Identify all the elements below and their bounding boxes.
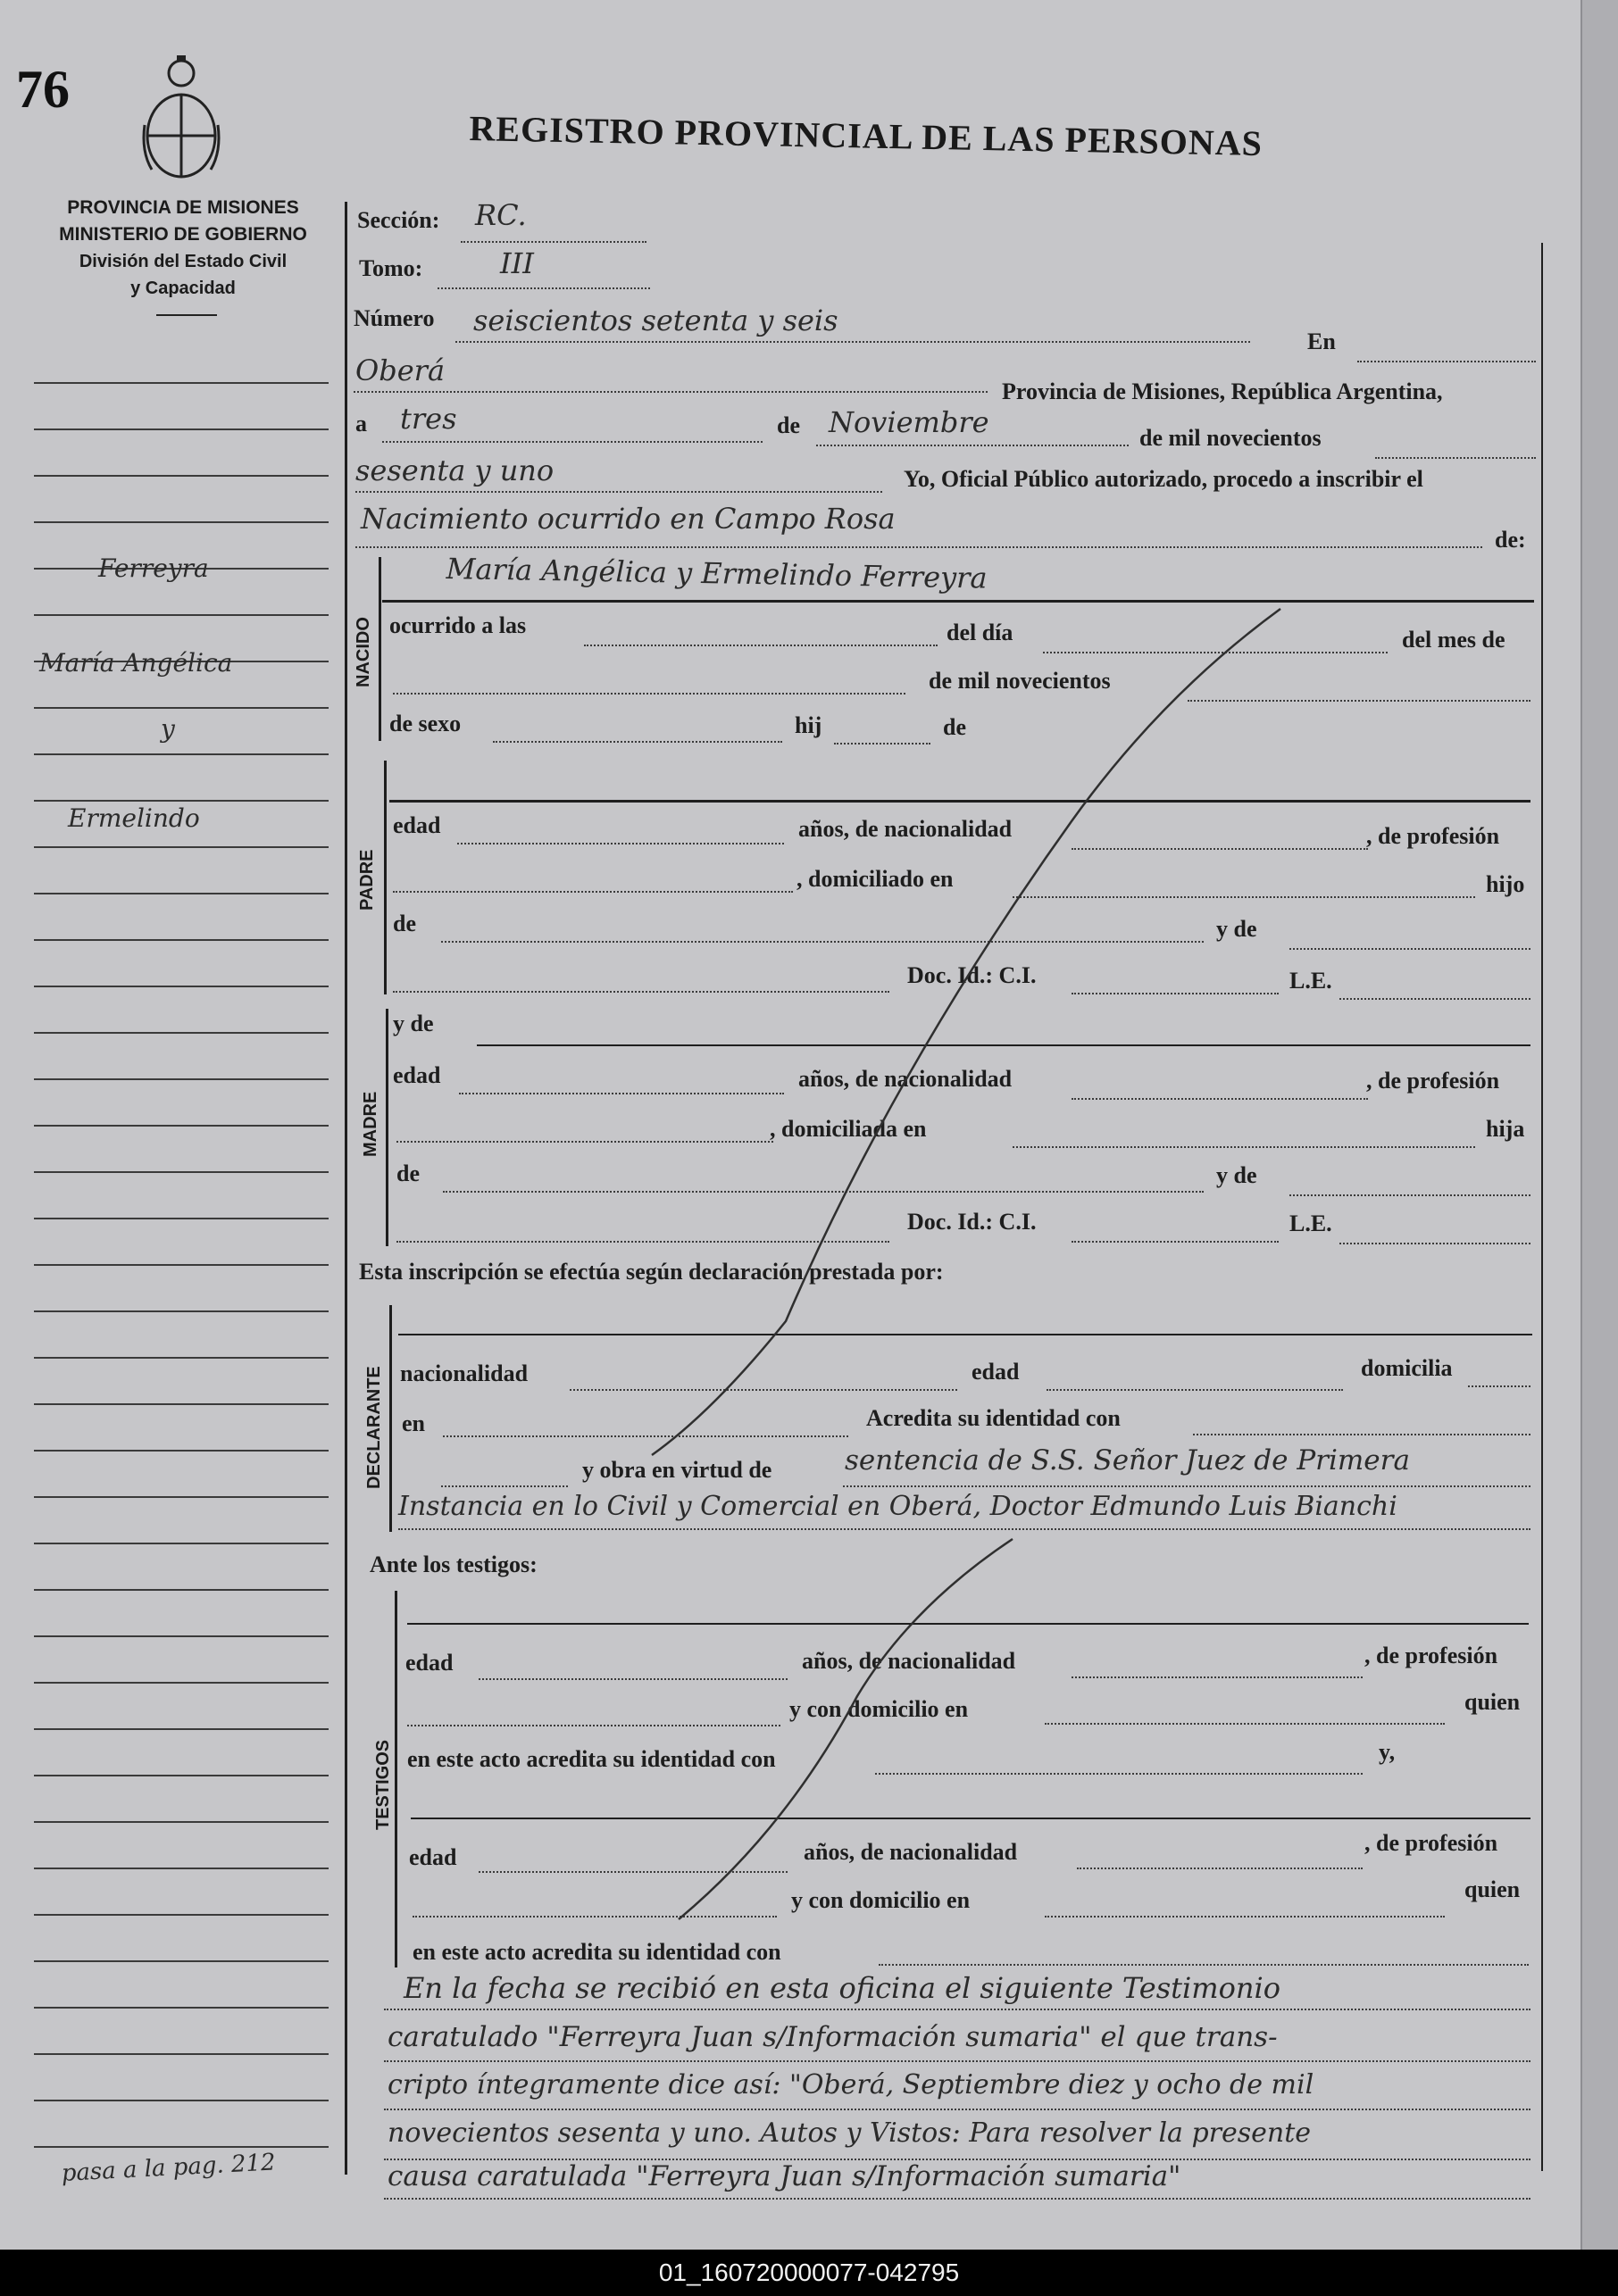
declarante-section-label: DECLARANTE	[364, 1366, 384, 1489]
nacido-hij-label: hij	[795, 712, 822, 738]
institution-capacity: y Capacidad	[130, 279, 236, 298]
institution-division: División del Estado Civil	[79, 252, 288, 271]
numero-value: seiscientos setenta y seis	[473, 304, 838, 337]
provincia-label: Provincia de Misiones, República Argentina,	[1002, 379, 1443, 404]
padre-anos-label: años, de nacionalidad	[798, 816, 1013, 842]
declarante-en-label: en	[402, 1410, 425, 1436]
institution-ministry: MINISTERIO DE GOBIERNO	[59, 224, 307, 245]
testigo1-edad-label: edad	[405, 1650, 454, 1676]
scan-id-footer: 01_160720000077-042795	[0, 2250, 1618, 2296]
margin-note-second-name: Ermelindo	[68, 803, 200, 833]
bottom-text-line-3: cripto íntegramente dice así: "Oberá, Septiembre diez y ocho de mil	[388, 2069, 1314, 2101]
diagonal-cancel-stroke-lower	[679, 1539, 1016, 1919]
padre-section-label: PADRE	[357, 849, 377, 911]
testigo1-domicilio-label: y con domicilio en	[789, 1696, 969, 1722]
testigo2-domicilio-label: y con domicilio en	[791, 1887, 971, 1913]
testigos-label: Ante los testigos:	[370, 1551, 538, 1577]
mes-value: Noviembre	[829, 405, 989, 439]
madre-de-label: de	[396, 1160, 420, 1186]
madre-anos-label: años, de nacionalidad	[798, 1066, 1013, 1092]
margin-note-surname: Ferreyra	[98, 553, 209, 583]
testigo2-acto-label: en este acto acredita su identidad con	[413, 1939, 781, 1965]
testigo2-anos-label: años, de nacionalidad	[804, 1839, 1018, 1865]
nacido-dia-label: del día	[947, 620, 1013, 645]
madre-section-label: MADRE	[361, 1091, 380, 1157]
testigo1-acto-label: en este acto acredita su identidad con	[407, 1746, 776, 1772]
mil-label: de mil novecientos	[1139, 425, 1322, 451]
padre-domiciliado-label: , domiciliado en	[796, 866, 954, 892]
bottom-text-line-2: caratulado "Ferreyra Juan s/Información sumaria" el que trans-	[388, 2021, 1278, 2053]
declarante-nacionalidad-label: nacionalidad	[400, 1360, 529, 1386]
page-binding-edge	[1580, 0, 1618, 2250]
declarante-acredita-label: Acredita su identidad con	[866, 1405, 1121, 1431]
bottom-text-line-5: causa caratulada "Ferreyra Juan s/Información sumaria"	[388, 2160, 1181, 2192]
nacido-mil-label: de mil novecientos	[929, 668, 1111, 694]
page-number: 76	[16, 60, 70, 119]
declarante-obra-label: y obra en virtud de	[582, 1457, 772, 1483]
bottom-text-line-1: En la fecha se recibió en esta oficina el siguiente Testimonio	[404, 1971, 1280, 2005]
madre-domiciliada-label: , domiciliada en	[770, 1116, 927, 1142]
madre-yde-top-label: y de	[393, 1011, 434, 1036]
de-end-label: de:	[1495, 527, 1526, 553]
lugar-value: Oberá	[355, 354, 446, 387]
padre-yde-label: y de	[1216, 916, 1257, 942]
oficial-label: Yo, Oficial Público autorizado, procedo a inscribir el	[904, 466, 1423, 492]
declarante-domicilia-label: domicilia	[1361, 1355, 1453, 1381]
testigos-section-label: TESTIGOS	[373, 1739, 393, 1830]
margin-note-continuation: pasa a la pag. 212	[61, 2149, 277, 2187]
nombre-value: María Angélica y Ermelindo Ferreyra	[446, 552, 988, 595]
nacido-sexo-label: de sexo	[389, 711, 462, 736]
padre-le-label: L.E.	[1289, 968, 1332, 994]
numero-label: Número	[354, 305, 435, 331]
nacido-section-label: NACIDO	[354, 617, 373, 687]
padre-hijo-label: hijo	[1486, 871, 1525, 897]
testigo2-edad-label: edad	[409, 1844, 457, 1870]
testigo2-profesion-label: , de profesión	[1364, 1830, 1498, 1856]
nacido-mes-label: del mes de	[1402, 627, 1505, 653]
bottom-text-line-4: novecientos sesenta y uno. Autos y Vistos: Para resolver la presente	[388, 2117, 1312, 2149]
nacido-de-label: de	[943, 714, 966, 740]
madre-profesion-label: , de profesión	[1366, 1068, 1500, 1094]
de-label: de	[777, 412, 800, 438]
tomo-label: Tomo:	[359, 255, 423, 281]
testigo1-anos-label: años, de nacionalidad	[802, 1648, 1016, 1674]
document-title: REGISTRO PROVINCIAL DE LAS PERSONAS	[469, 107, 1264, 164]
madre-edad-label: edad	[393, 1062, 441, 1088]
declaracion-label: Esta inscripción se efectúa según declaración prestada por:	[359, 1259, 944, 1285]
anio-value: sesenta y uno	[355, 453, 555, 487]
padre-de-label: de	[393, 911, 416, 936]
a-label: a	[355, 411, 367, 437]
testigo1-quien-label: quien	[1464, 1689, 1521, 1715]
seccion-value: RC.	[475, 198, 527, 232]
en-label: En	[1307, 329, 1336, 354]
testigo1-profesion-label: , de profesión	[1364, 1643, 1498, 1668]
madre-doc-label: Doc. Id.: C.I.	[907, 1209, 1037, 1235]
inscribir-value: Nacimiento ocurrido en Campo Rosa	[361, 502, 896, 536]
padre-profesion-label: , de profesión	[1366, 823, 1500, 849]
madre-yde-label: y de	[1216, 1162, 1257, 1188]
margin-note-first-name: María Angélica	[39, 648, 233, 678]
seccion-label: Sección:	[357, 207, 440, 233]
tomo-value: III	[500, 246, 534, 280]
margin-note-and: y	[161, 714, 175, 744]
institution-province: PROVINCIA DE MISIONES	[67, 197, 299, 218]
declarante-obra-value: sentencia de S.S. Señor Juez de Primera	[845, 1444, 1410, 1477]
madre-hija-label: hija	[1486, 1116, 1525, 1142]
dia-value: tres	[400, 402, 457, 436]
declarante-obra-value-2: Instancia en lo Civil y Comercial en Oberá, Doctor Edmundo Luis Bianchi	[398, 1491, 1397, 1522]
testigo1-y-label: y,	[1379, 1739, 1396, 1765]
declarante-edad-label: edad	[972, 1359, 1020, 1385]
padre-edad-label: edad	[393, 812, 441, 838]
nacido-ocurrido-label: ocurrido a las	[389, 612, 527, 638]
testigo2-quien-label: quien	[1464, 1876, 1521, 1902]
diagonal-cancel-stroke-upper	[652, 609, 1280, 1455]
madre-le-label: L.E.	[1289, 1210, 1332, 1236]
padre-doc-label: Doc. Id.: C.I.	[907, 962, 1037, 988]
